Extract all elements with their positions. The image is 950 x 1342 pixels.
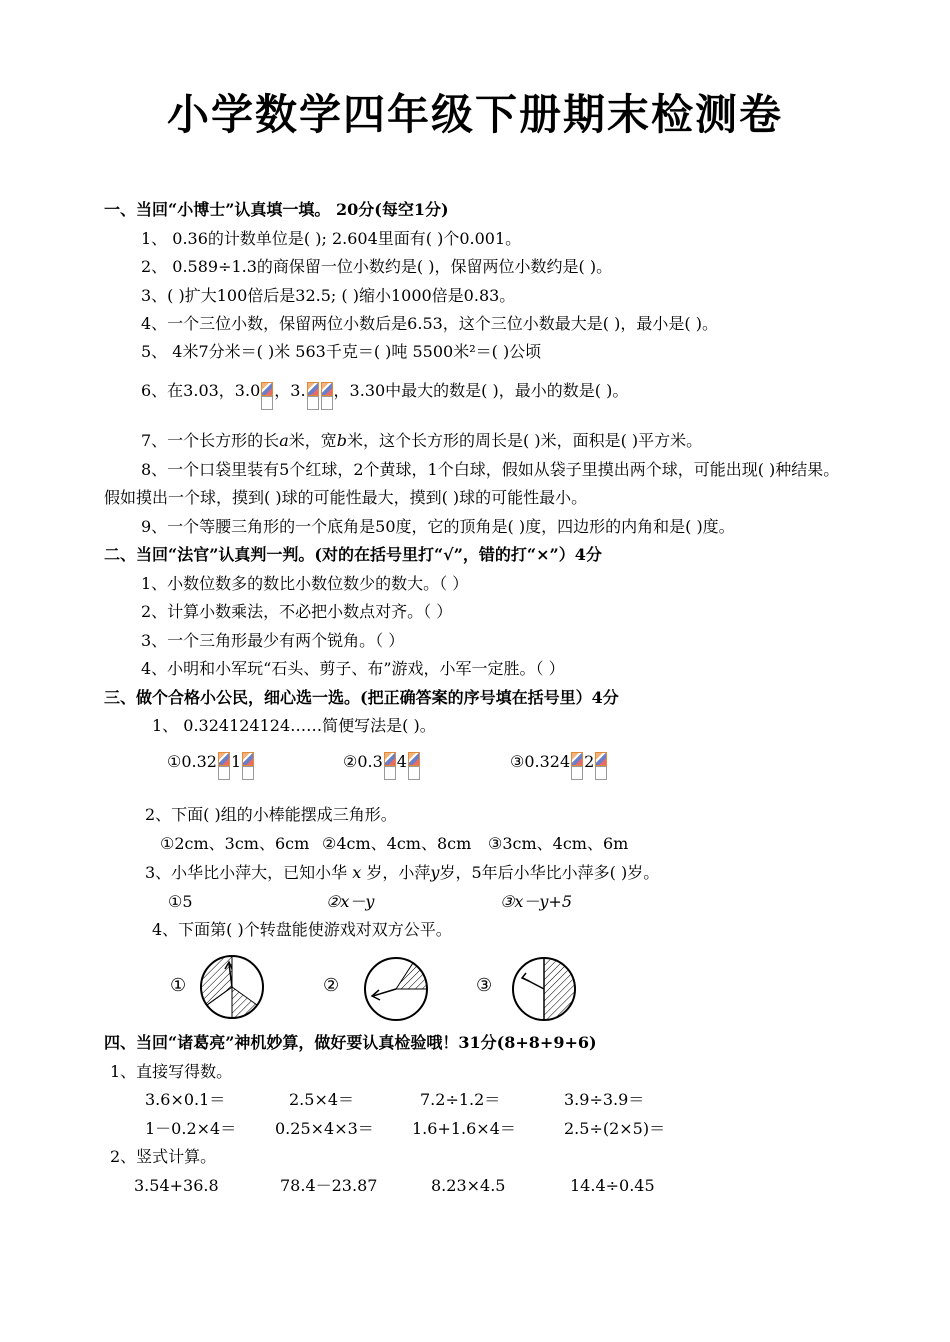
question-1-7 <box>141 431 702 451</box>
question-1-3: 3、( )扩大100倍后是32.5; ( )缩小1000倍是0.83。 <box>141 286 516 305</box>
question-1-2: 2、 0.589÷1.3的商保留一位小数约是( )，保留两位小数约是( )。 <box>141 257 613 276</box>
calc-item: 0.25×4×3＝ <box>275 1119 374 1138</box>
repeating-dot-icon <box>307 382 319 410</box>
question-1-8: 8、一个口袋里装有5个红球，2个黄球，1个白球，假如从袋子里摸出两个球，可能出现( )种结果。 <box>141 460 840 479</box>
calc-item: 2.5×4＝ <box>289 1090 355 1109</box>
q7-text-a: 7、一个长方形的长 <box>141 431 280 450</box>
option-1-digit: 1 <box>230 752 242 771</box>
question-3-2: 2、下面( )组的小棒能摆成三角形。 <box>145 805 397 824</box>
repeating-dot-icon <box>321 382 333 410</box>
spinner-2-icon <box>363 956 429 1022</box>
repeating-dot-icon <box>242 752 254 780</box>
q3-3-text-b: 岁，小萍 <box>366 863 431 882</box>
q3-3-text-a: 3、小华比小萍大，已知小华 <box>145 863 348 882</box>
spinner-1-icon <box>199 954 265 1020</box>
spinner-3-icon <box>511 956 577 1022</box>
section-3-heading: 三、做个合格小公民，细心选一选。(把正确答案的序号填在括号里）4分 <box>104 688 619 707</box>
vertical-calc-item: 8.23×4.5 <box>431 1176 506 1195</box>
option-3-digit: 2 <box>584 752 595 771</box>
section-4-sub-2: 2、竖式计算。 <box>110 1147 217 1166</box>
calc-item: 1.6+1.6×4＝ <box>412 1119 516 1138</box>
q3-2-option-2: ②4cm、4cm、8cm <box>322 834 472 853</box>
vertical-calc-item: 14.4÷0.45 <box>570 1176 655 1195</box>
repeating-dot-icon <box>218 752 230 780</box>
question-1-6 <box>141 372 628 410</box>
section-2-heading: 二、当回“法官”认真判一判。(对的在括号里打“√”，错的打“×”）4分 <box>104 545 602 564</box>
option-1-text: ①0.32 <box>167 752 217 771</box>
spinner-label-3: ③ <box>476 975 493 996</box>
spinner-label-1: ① <box>170 975 187 996</box>
q6-text-a: 6、在3.03，3.0 <box>141 381 261 400</box>
q3-3-option-1: ①5 <box>168 892 193 911</box>
calc-item: 1－0.2×4＝ <box>145 1119 237 1138</box>
q3-2-option-3: ③3cm、4cm、6m <box>488 834 629 853</box>
page-title: 小学数学四年级下册期末检测卷 <box>166 90 783 139</box>
q7-var-b: b <box>336 431 347 450</box>
q3-3-var-x: x <box>352 863 362 882</box>
calc-item: 2.5÷(2×5)＝ <box>564 1119 666 1138</box>
question-3-3 <box>145 863 659 883</box>
option-3-text: ③0.324 <box>510 752 571 771</box>
calc-item: 3.9÷3.9＝ <box>564 1090 645 1109</box>
q6-text-c: ，3.30中最大的数是( )，最小的数是( )。 <box>333 381 629 400</box>
question-2-1: 1、小数位数多的数比小数位数少的数大。（ ） <box>141 574 469 593</box>
repeating-dot-icon <box>261 382 273 410</box>
vertical-calc-item: 78.4－23.87 <box>280 1176 378 1195</box>
repeating-dot-icon <box>571 752 583 780</box>
q3-1-option-2 <box>343 744 421 780</box>
question-3-1: 1、 0.324124124……简便写法是( )。 <box>152 716 436 735</box>
section-4-sub-1: 1、直接写得数。 <box>110 1062 233 1081</box>
calc-item: 3.6×0.1＝ <box>145 1090 226 1109</box>
q7-var-a: a <box>279 431 289 450</box>
option-2-text: ②0.3 <box>343 752 383 771</box>
q3-1-option-3 <box>510 744 608 780</box>
option-2-digit: 4 <box>396 752 407 771</box>
question-3-4: 4、下面第( )个转盘能使游戏对双方公平。 <box>152 920 452 939</box>
repeating-dot-icon <box>408 752 420 780</box>
q6-text-b: ，3. <box>274 381 306 400</box>
question-1-8-cont: 假如摸出一个球，摸到( )球的可能性最大，摸到( )球的可能性最小。 <box>104 488 588 507</box>
section-4-heading: 四、当回“诸葛亮”神机妙算，做好要认真检验哦！31分(8+8+9+6) <box>104 1033 597 1052</box>
question-2-2: 2、计算小数乘法，不必把小数点对齐。（ ） <box>141 602 453 621</box>
q3-3-option-3: ③x－y+5 <box>500 892 572 911</box>
q3-3-var-y: y <box>430 863 440 882</box>
question-1-5: 5、 4米7分米＝( )米 563千克＝( )吨 5500米²＝( )公顷 <box>141 342 542 361</box>
question-2-3: 3、一个三角形最少有两个锐角。（ ） <box>141 631 405 650</box>
q3-1-option-1 <box>167 744 255 780</box>
calc-item: 7.2÷1.2＝ <box>420 1090 501 1109</box>
repeating-dot-icon <box>595 752 607 780</box>
spinner-label-2: ② <box>323 975 340 996</box>
question-1-4: 4、一个三位小数，保留两位小数后是6.53，这个三位小数最大是( )，最小是( )。 <box>141 314 718 333</box>
repeating-dot-icon <box>384 752 396 780</box>
q7-text-c: 米，这个长方形的周长是( )米，面积是( )平方米。 <box>347 431 703 450</box>
section-1-heading: 一、当回“小博士”认真填一填。 20分(每空1分) <box>104 200 449 219</box>
q3-3-text-c: 岁，5年后小华比小萍多( )岁。 <box>439 863 660 882</box>
question-1-1: 1、 0.36的计数单位是( ); 2.604里面有( )个0.001。 <box>141 229 522 248</box>
q7-text-b: 米，宽 <box>288 431 337 450</box>
vertical-calc-item: 3.54+36.8 <box>134 1176 219 1195</box>
q3-3-option-2: ②x－y <box>326 892 375 911</box>
question-1-9: 9、一个等腰三角形的一个底角是50度，它的顶角是( )度，四边形的内角和是( )度。 <box>141 517 735 536</box>
q3-2-option-1: ①2cm、3cm、6cm <box>160 834 310 853</box>
question-2-4: 4、小明和小军玩“石头、剪子、布”游戏，小军一定胜。（ ） <box>141 659 565 678</box>
